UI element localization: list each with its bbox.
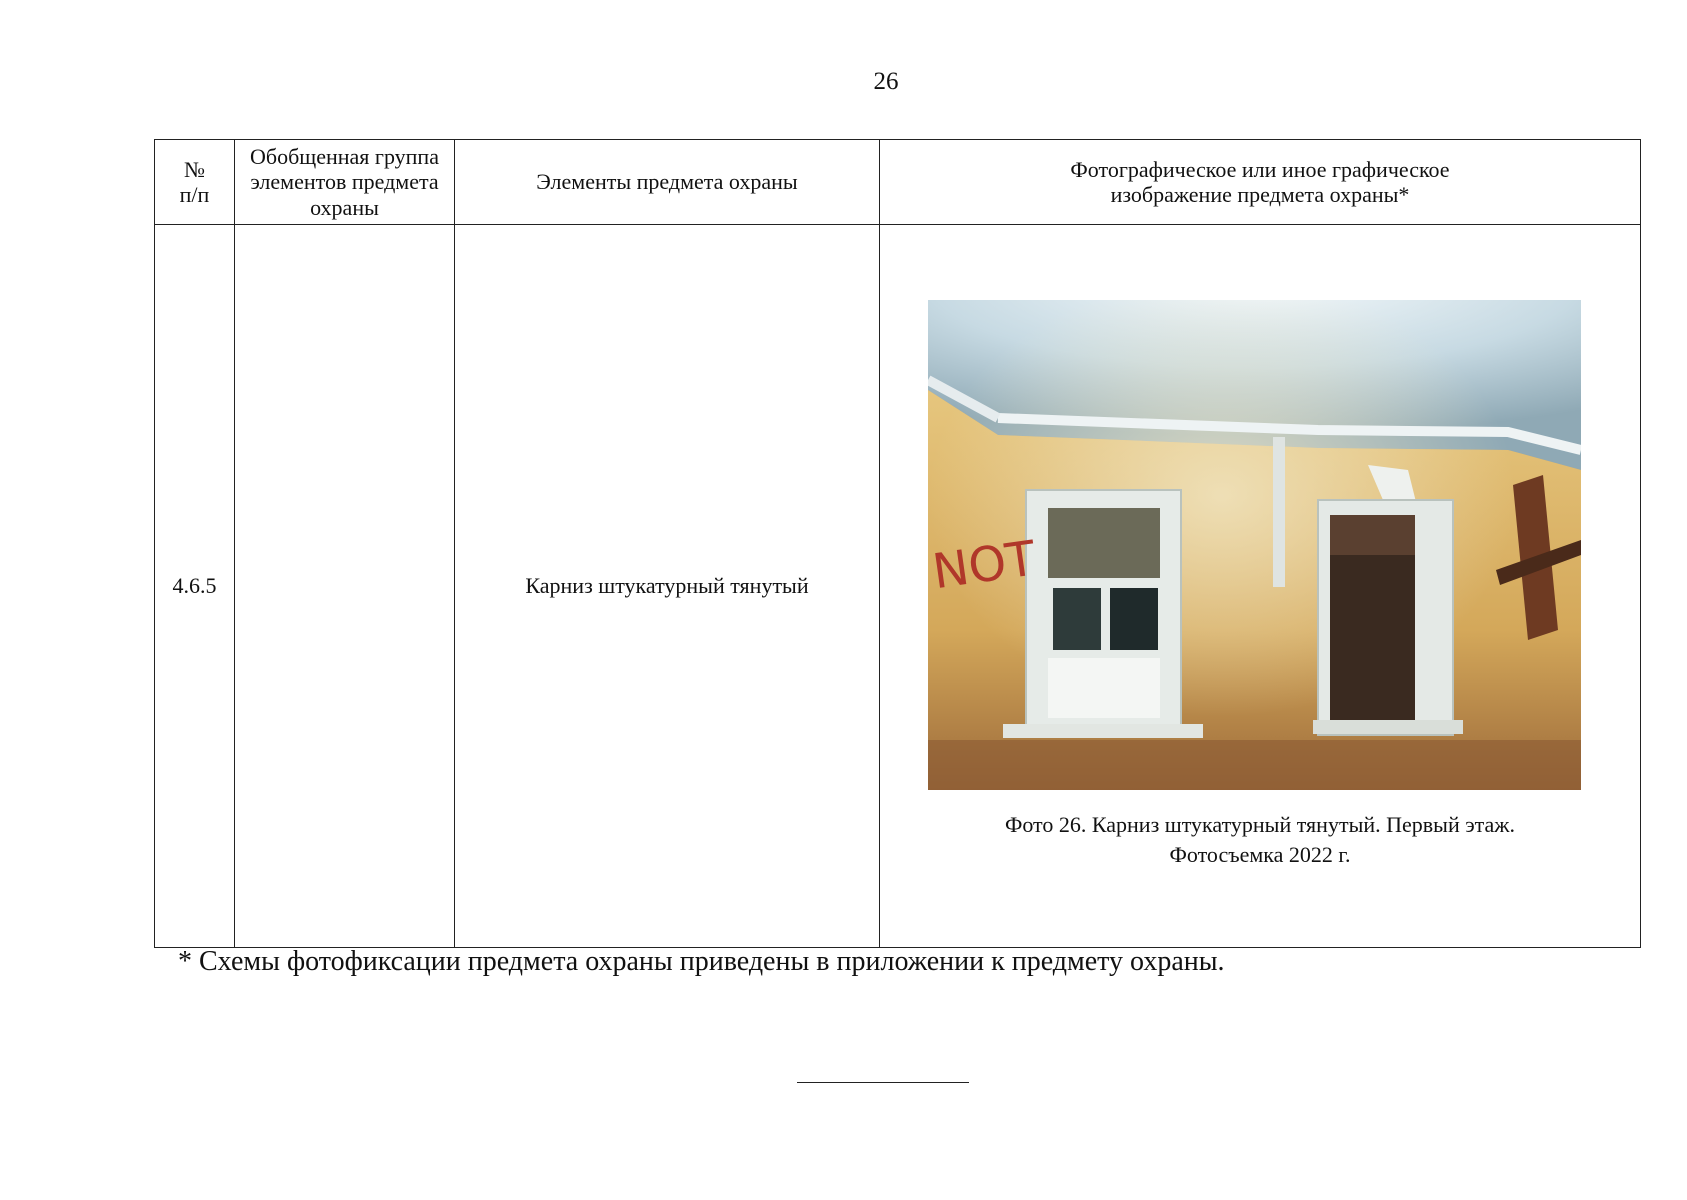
photo-caption-line-2: Фотосъемка 2022 г. xyxy=(1169,841,1351,867)
row-element: Карниз штукатурный тянутый xyxy=(455,225,880,948)
header-elements: Элементы предмета охраны xyxy=(455,140,880,225)
header-number: № п/п xyxy=(155,140,235,225)
page-number: 26 xyxy=(873,68,899,95)
protection-table xyxy=(154,139,1641,948)
footnote: * Схемы фотофиксации предмета охраны приведены в приложении к предмету охраны. xyxy=(178,946,1225,977)
row-group xyxy=(235,225,455,948)
interior-photo-icon xyxy=(928,300,1581,790)
header-image: Фотографическое или иное графическое изображение предмета охраны* xyxy=(880,140,1641,225)
photo-caption-line-1: Фото 26. Карниз штукатурный тянутый. Первый этаж. xyxy=(1004,812,1516,837)
svg-text:NOT: NOT xyxy=(929,530,1040,601)
photo-caption xyxy=(880,810,1640,869)
row-number: 4.6.5 xyxy=(155,225,235,948)
row-photo-cell xyxy=(880,225,1641,948)
table-row xyxy=(155,225,1641,948)
end-divider xyxy=(797,1082,969,1083)
table-header-row xyxy=(155,140,1641,225)
header-group: Обобщенная группа элементов предмета охраны xyxy=(235,140,455,225)
